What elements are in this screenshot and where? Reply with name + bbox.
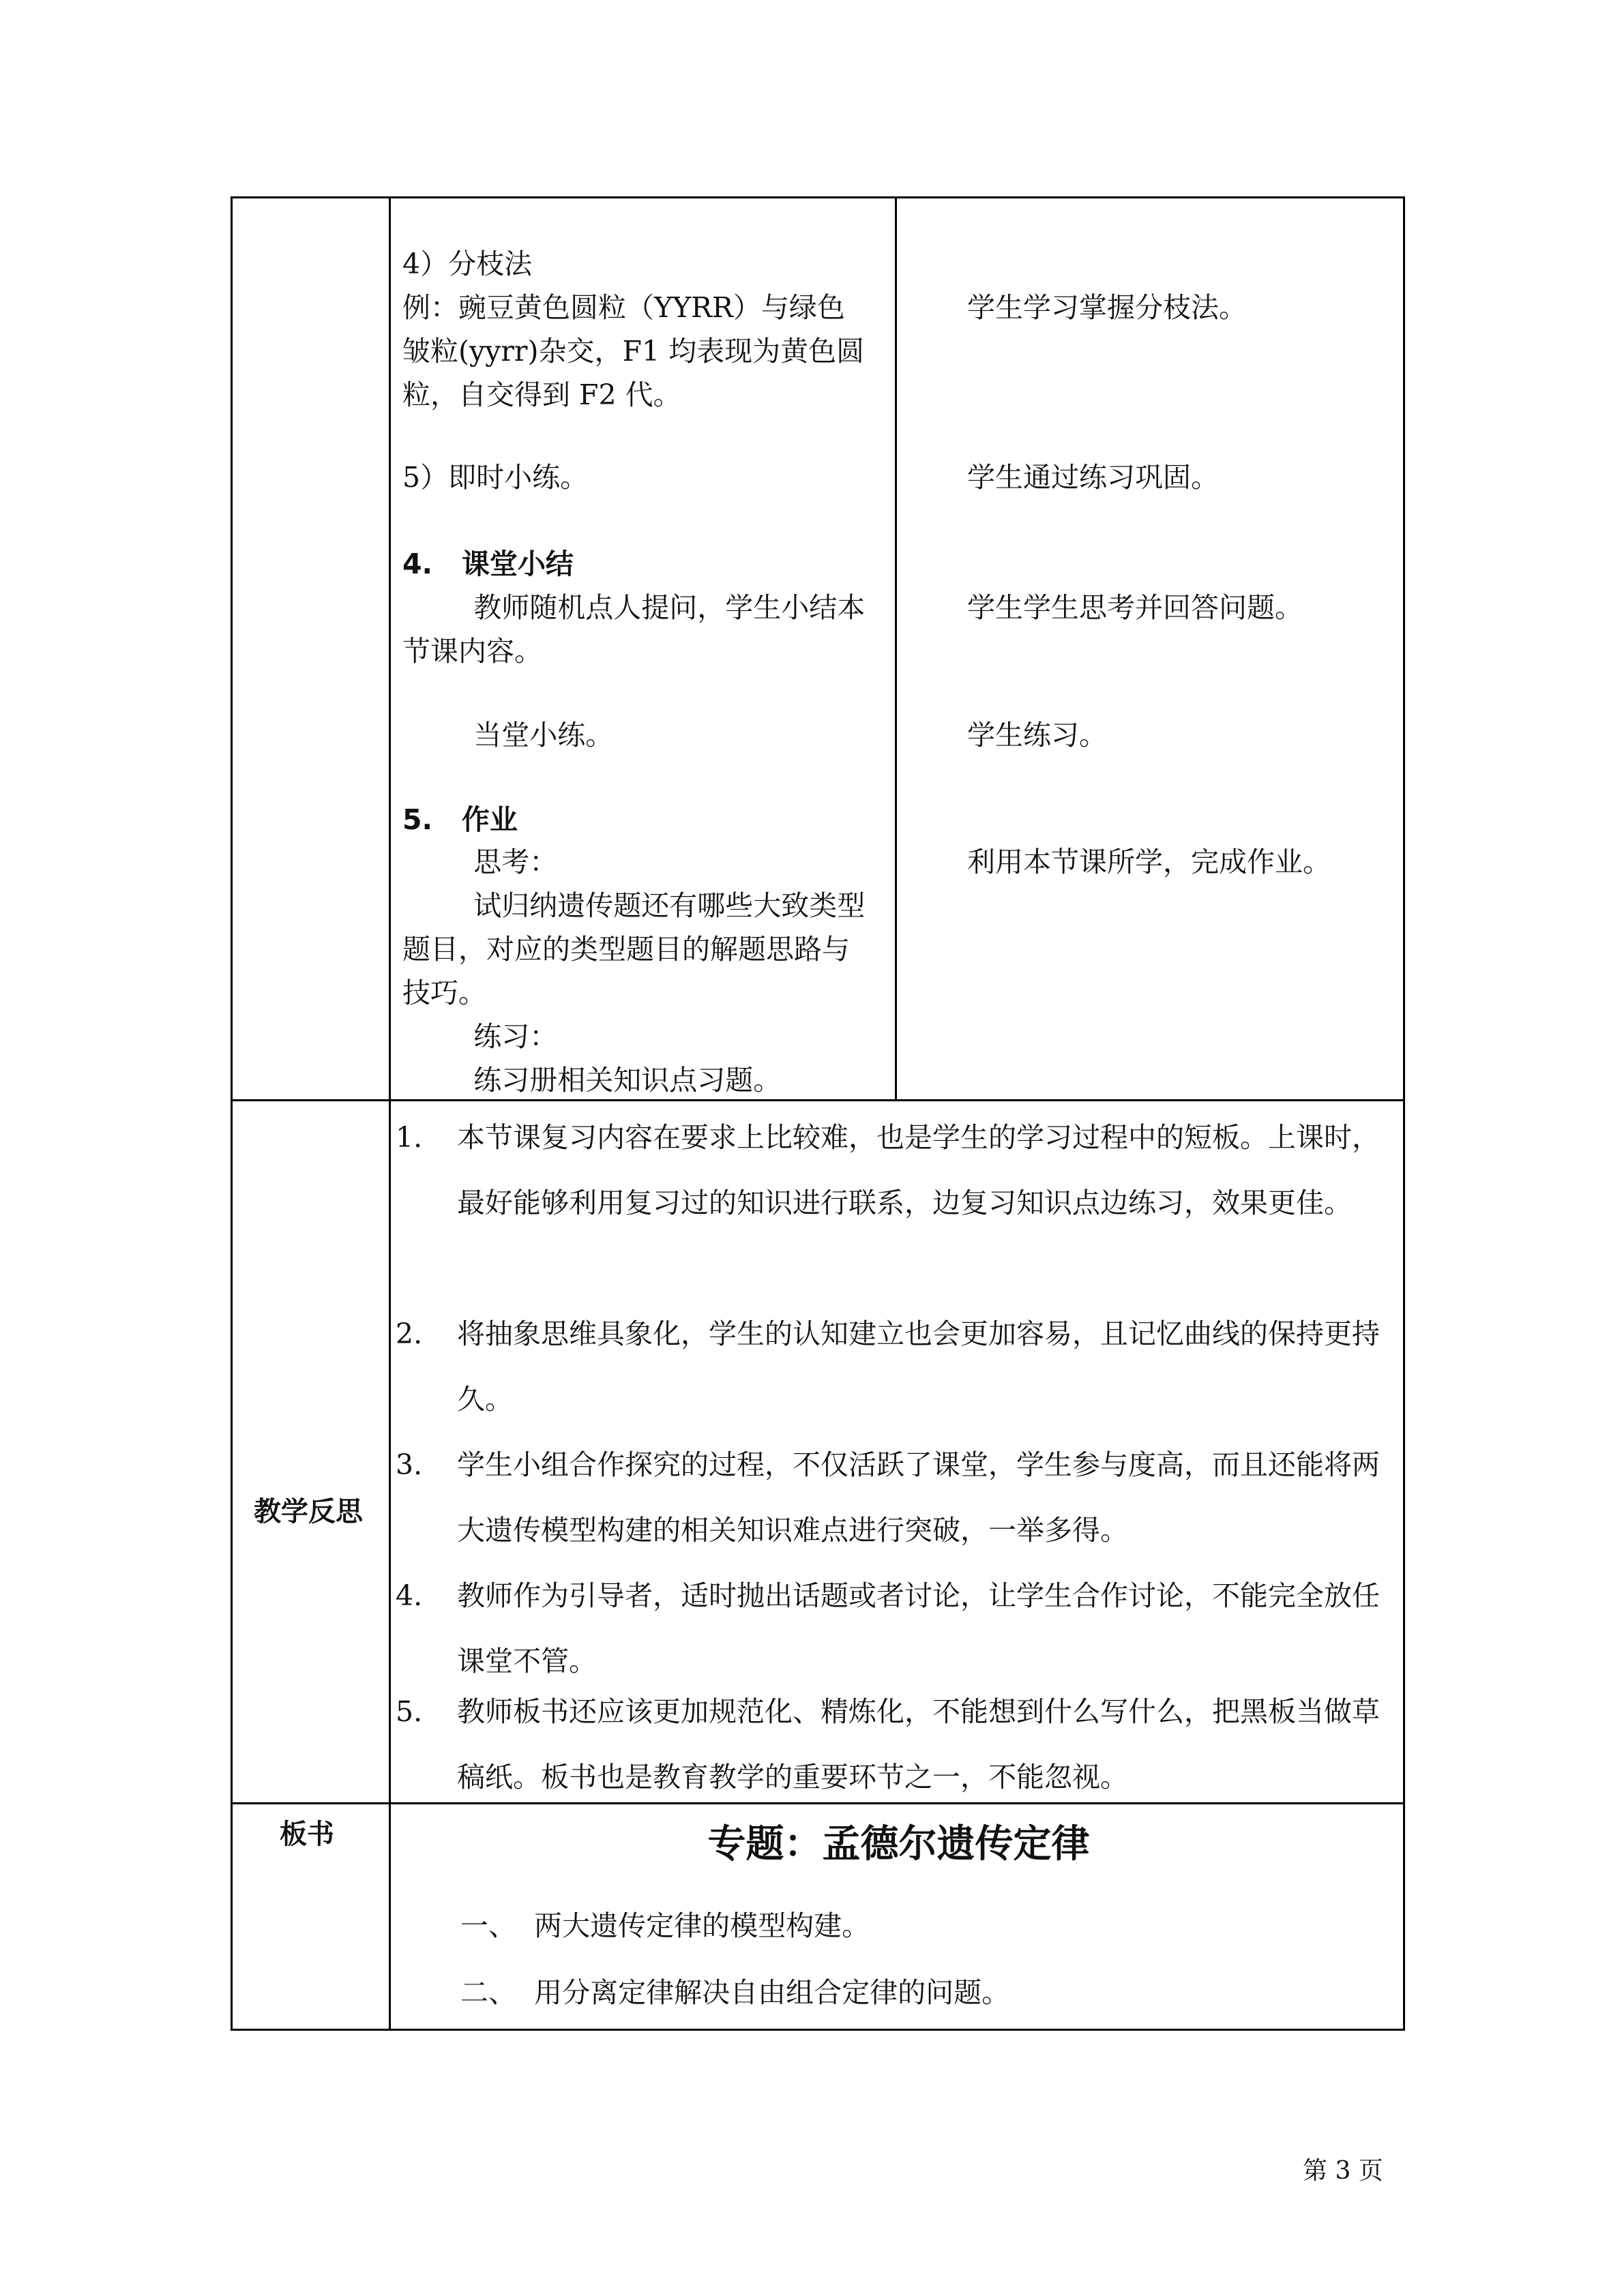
- student-activity: 学生学习掌握分枝法。: [967, 291, 1247, 324]
- teacher-line: 技巧。: [402, 976, 486, 1009]
- reflection-item-text: 将抽象思维具象化，学生的认知建立也会更加容易，且记忆曲线的保持更持久。: [457, 1317, 1380, 1416]
- student-activity: 学生练习。: [967, 719, 1107, 751]
- student-activity: 学生学生思考并回答问题。: [967, 591, 1303, 624]
- reflection-item-text: 教师板书还应该更加规范化、精炼化，不能想到什么写什么，把黑板当做草稿纸。板书也是教育教学的重要环节之一，不能忽视。: [457, 1695, 1380, 1793]
- teacher-line: 粒，自交得到 F2 代。: [402, 378, 681, 411]
- reflection-label: 教学反思: [254, 1496, 363, 1527]
- page-number: 第 3 页: [1303, 2157, 1383, 2185]
- teacher-line: 皱粒(yyrr)杂交，F1 均表现为黄色圆: [402, 335, 865, 368]
- teacher-line: 练习：: [402, 1020, 558, 1053]
- teacher-line: 思考：: [402, 846, 558, 878]
- table-divider-label-column: [389, 196, 391, 2031]
- reflection-item-number: 1.: [396, 1121, 423, 1154]
- reflection-item-text: 学生小组合作探究的过程，不仅活跃了课堂，学生参与度高，而且还能将两大遗传模型构建的相关知识难点进行突破，一举多得。: [457, 1448, 1380, 1547]
- reflection-item-text: 教师作为引导者，适时抛出话题或者讨论，让学生合作讨论，不能完全放任课堂不管。: [457, 1579, 1380, 1678]
- reflection-item-number: 3.: [396, 1448, 423, 1481]
- reflection-item-number: 4.: [396, 1579, 423, 1612]
- section-heading-summary: 4. 课堂小结: [402, 548, 574, 580]
- student-activity: 利用本节课所学，完成作业。: [967, 846, 1331, 878]
- section-heading-homework: 5. 作业: [402, 803, 518, 836]
- reflection-item-number: 2.: [396, 1317, 423, 1350]
- teacher-line: 当堂小练。: [402, 719, 614, 751]
- teacher-line: 节课内容。: [402, 635, 542, 668]
- teacher-line: 练习册相关知识点习题。: [402, 1064, 782, 1097]
- table-divider-student-column: [895, 196, 897, 1100]
- teacher-line: 4）分枝法: [402, 248, 533, 280]
- board-item: 二、 用分离定律解决自由组合定律的问题。: [460, 1976, 1010, 2009]
- board-title: 专题：孟德尔遗传定律: [707, 1822, 1090, 1866]
- teacher-line: 教师随机点人提问，学生小结本: [402, 591, 866, 624]
- teacher-line: 5）即时小练。: [402, 461, 589, 494]
- teacher-line: 例：豌豆黄色圆粒（YYRR）与绿色: [402, 291, 845, 324]
- board-item: 一、 两大遗传定律的模型构建。: [460, 1909, 870, 1942]
- reflection-item-text: 本节课复习内容在要求上比较难，也是学生的学习过程中的短板。上课时，最好能够利用复习过的知识进行联系，边复习知识点边练习，效果更佳。: [457, 1121, 1380, 1219]
- teacher-line: 题目，对应的类型题目的解题思路与: [402, 933, 850, 966]
- student-activity: 学生通过练习巩固。: [967, 461, 1219, 494]
- board-label: 板书: [280, 1819, 334, 1850]
- reflection-item-number: 5.: [396, 1695, 423, 1728]
- teacher-line: 试归纳遗传题还有哪些大致类型: [402, 889, 866, 922]
